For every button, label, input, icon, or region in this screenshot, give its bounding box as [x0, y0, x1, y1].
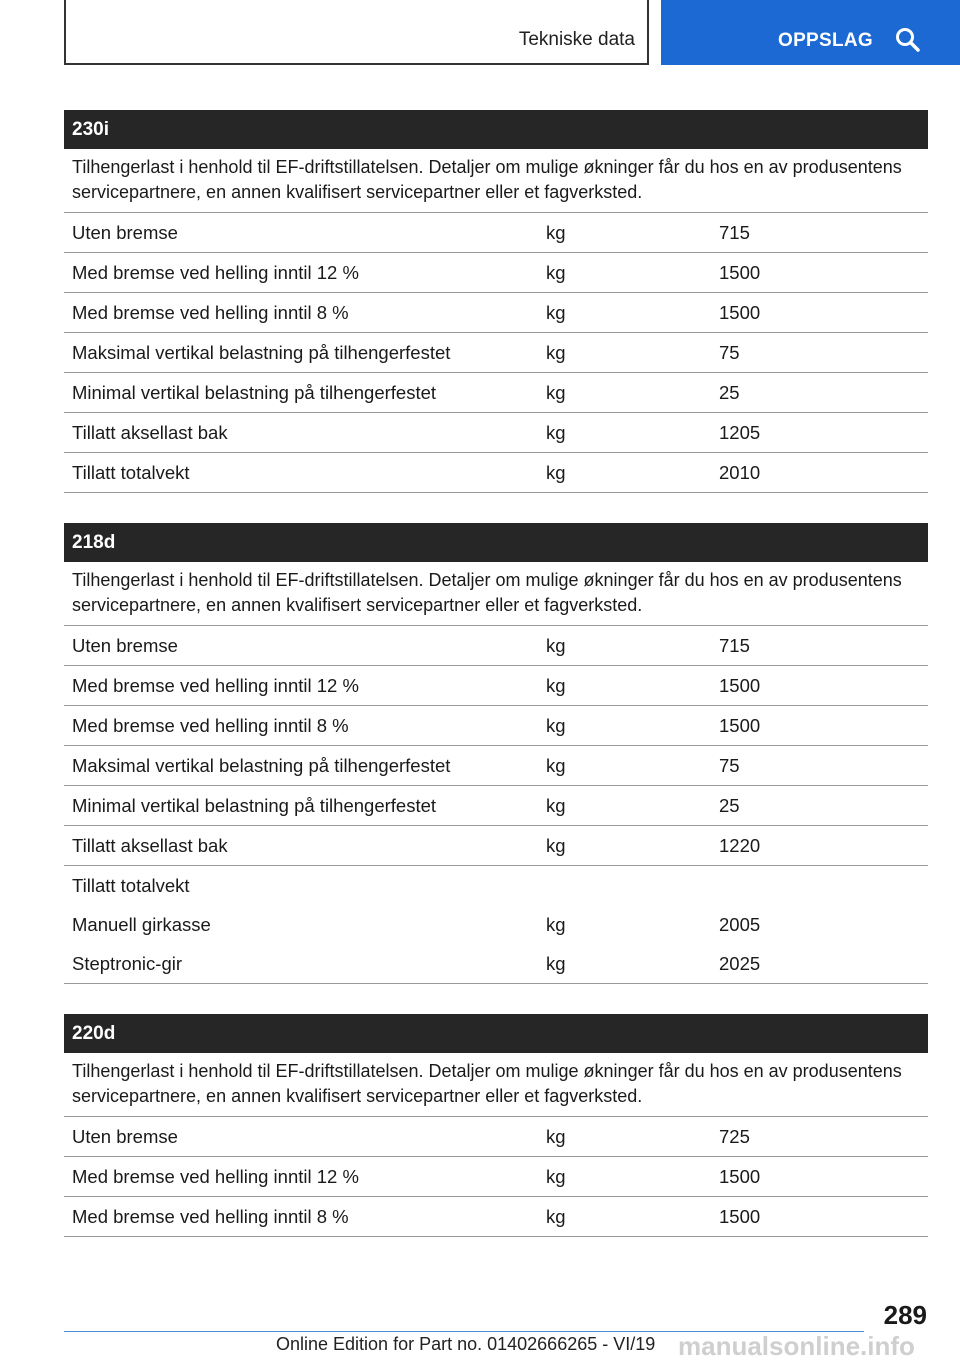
row-value: 25 [719, 381, 740, 403]
row-unit: kg [546, 952, 566, 974]
row-unit: kg [546, 421, 566, 443]
row-label: Maksimal vertikal belastning på tilhengerfestet [72, 754, 451, 776]
row-unit: kg [546, 634, 566, 656]
row-unit: kg [546, 261, 566, 283]
table-row [64, 213, 928, 253]
row-label: Uten bremse [72, 1125, 178, 1147]
search-icon [895, 27, 921, 53]
table-row [64, 1157, 928, 1197]
row-label: Med bremse ved helling inntil 8 % [72, 1205, 349, 1227]
table-row [64, 905, 928, 944]
row-unit: kg [546, 301, 566, 323]
row-unit: kg [546, 913, 566, 935]
block-description: Tilhengerlast i henhold til EF-driftstillatelsen. Detaljer om mulige økninger får du hos en av produsentens servicepartnere, en annen kvalifisert servicepartner eller et fagverksted. [64, 1053, 928, 1117]
row-value: 75 [719, 754, 740, 776]
row-label: Med bremse ved helling inntil 12 % [72, 1165, 359, 1187]
row-label: Med bremse ved helling inntil 12 % [72, 674, 359, 696]
row-unit: kg [546, 754, 566, 776]
row-label: Manuell girkasse [72, 913, 211, 935]
section-header [64, 0, 649, 65]
row-value: 1500 [719, 674, 761, 696]
row-unit: kg [546, 221, 566, 243]
table-row [64, 253, 928, 293]
row-unit: kg [546, 341, 566, 363]
watermark: manualsonline.info [678, 1331, 915, 1361]
table-row [64, 1117, 928, 1157]
row-label: Med bremse ved helling inntil 8 % [72, 714, 349, 736]
table-row [64, 1197, 928, 1237]
table-row [64, 706, 928, 746]
row-value: 715 [719, 221, 750, 243]
row-unit: kg [546, 1125, 566, 1147]
row-value: 1500 [719, 261, 761, 283]
table-row [64, 413, 928, 453]
lookup-label: OPPSLAG [778, 30, 874, 51]
row-value: 2005 [719, 913, 761, 935]
group-label: Tillatt totalvekt [72, 874, 190, 896]
spec-block-230i [64, 110, 928, 493]
table-row [64, 373, 928, 413]
lookup-button[interactable] [661, 0, 960, 65]
page-number: 289 [883, 1300, 927, 1330]
row-unit: kg [546, 674, 566, 696]
row-label: Steptronic-gir [72, 952, 183, 974]
section-title: Tekniske data [518, 29, 635, 50]
row-unit: kg [546, 381, 566, 403]
row-value: 1220 [719, 834, 761, 856]
row-value: 2010 [719, 461, 761, 483]
content [64, 110, 928, 1267]
row-value: 75 [719, 341, 740, 363]
row-value: 1500 [719, 1165, 761, 1187]
row-unit: kg [546, 461, 566, 483]
row-label: Med bremse ved helling inntil 12 % [72, 261, 359, 283]
table-row [64, 786, 928, 826]
row-value: 1500 [719, 1205, 761, 1227]
block-description: Tilhengerlast i henhold til EF-driftstillatelsen. Detaljer om mulige økninger får du hos en av produsentens servicepartnere, en annen kvalifisert servicepartner eller et fagverksted. [64, 562, 928, 626]
spec-block-220d [64, 1014, 928, 1237]
row-unit: kg [546, 794, 566, 816]
row-value: 1500 [719, 301, 761, 323]
row-unit: kg [546, 834, 566, 856]
block-title: 218d [64, 523, 928, 562]
table-row [64, 333, 928, 373]
table-row [64, 626, 928, 666]
row-unit: kg [546, 1205, 566, 1227]
row-label: Maksimal vertikal belastning på tilhengerfestet [72, 341, 451, 363]
row-unit: kg [546, 714, 566, 736]
table-row [64, 944, 928, 984]
row-label: Minimal vertikal belastning på tilhengerfestet [72, 381, 437, 403]
row-value: 2025 [719, 952, 761, 974]
row-value: 715 [719, 634, 750, 656]
row-label: Minimal vertikal belastning på tilhengerfestet [72, 794, 437, 816]
block-title: 220d [64, 1014, 928, 1053]
spec-block-218d [64, 523, 928, 984]
row-value: 1205 [719, 421, 761, 443]
table-row [64, 826, 928, 866]
row-label: Uten bremse [72, 221, 178, 243]
row-value: 725 [719, 1125, 750, 1147]
row-value: 1500 [719, 714, 761, 736]
row-label: Uten bremse [72, 634, 178, 656]
row-label: Tillatt totalvekt [72, 461, 190, 483]
row-label: Tillatt aksellast bak [72, 834, 228, 856]
row-label: Tillatt aksellast bak [72, 421, 228, 443]
table-row [64, 746, 928, 786]
block-title: 230i [64, 110, 928, 149]
table-row-group-header [64, 866, 928, 905]
table-row [64, 293, 928, 333]
edition-text: Online Edition for Part no. 01402666265 - VI/19 [276, 1334, 656, 1354]
table-row [64, 453, 928, 493]
block-description: Tilhengerlast i henhold til EF-driftstillatelsen. Detaljer om mulige økninger får du hos en av produsentens servicepartnere, en annen kvalifisert servicepartner eller et fagverksted. [64, 149, 928, 213]
row-unit: kg [546, 1165, 566, 1187]
row-value: 25 [719, 794, 740, 816]
table-row [64, 666, 928, 706]
row-label: Med bremse ved helling inntil 8 % [72, 301, 349, 323]
